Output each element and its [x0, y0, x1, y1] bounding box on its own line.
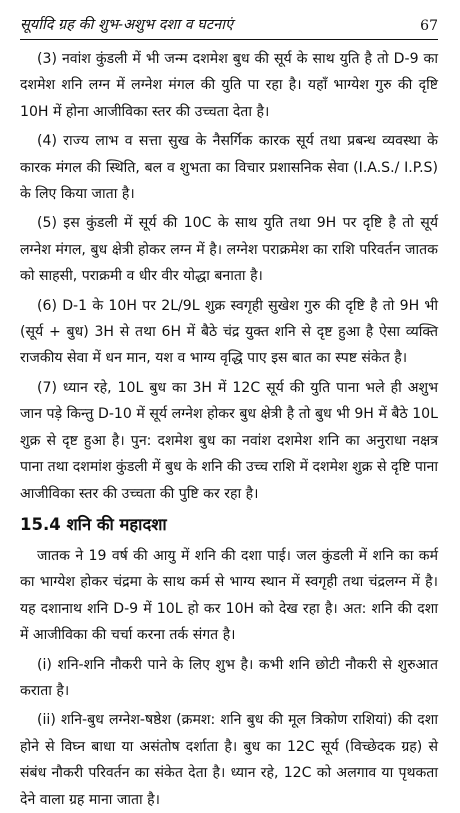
running-header: [20, 14, 438, 40]
paragraph-7: (7) ध्यान रहे, 10L बुध का 3H में 12C सूर्य की युति पाना भले ही अशुभ जान पड़े किन्तु D-10 में सूर्य लग्नेश होकर बुध क्षेत्री है तो बुध भी 9H में बैठे 10L शुक्र से दृष्ट हुआ है। पुन: दशमेश बुध का नवांश दशमेश शनि का अनुराधा नक्षत्र पाना तथा दशमांश कुंडली में बुध के शनि की उच्च राशि में दशमेश शुक्र से दृष्टि पाना आजीविका स्तर की उच्चता की पुष्टि कर रहा है।: [20, 379, 438, 502]
paragraph-6: (6) D-1 के 10H पर 2L/9L शुक्र स्वगृही सुखेश गुरु की दृष्टि है तो 9H भी (सूर्य + बुध) 3H से तथा 6H में बैठे चंद्र युक्त शनि से दृष्ट हुआ है ऐसा व्यक्ति राजकीय सेवा में धन मान, यश व भाग्य वृद्धि पाए इस बात का स्पष्ट संकेत है।: [20, 297, 438, 367]
header-title: सूर्यादि ग्रह की शुभ-अशुभ दशा व घटनाएं: [20, 17, 234, 33]
section-intro: जातक ने 19 वर्ष की आयु में शनि की दशा पाई। जल कुंडली में शनि का कर्म का भाग्येश होकर चंद्रमा के साथ कर्म से भाग्य स्थान में स्वगृही तथा चंद्रलग्न में है। यह दशानाथ शनि D-9 में 10L हो कर 10H को देख रहा है। अत: शनि की दशा में आजीविका की चर्चा करना तर्क संगत है।: [20, 547, 438, 644]
paragraph-5: (5) इस कुंडली में सूर्य की 10C के साथ युति तथा 9H पर दृष्टि है तो सूर्य लग्नेश मंगल, बुध क्षेत्री होकर लग्न में है। लग्नेश पराक्रमेश का राशि परिवर्तन जातक को साहसी, पराक्रमी व धीर वीर योद्धा बनाता है।: [20, 215, 438, 285]
section-item-1: (i) शनि-शनि नौकरी पाने के लिए शुभ है। कभी शनि छोटी नौकरी से शुरुआत कराता है।: [20, 656, 438, 699]
section-heading: 15.4 शनि की महादशा: [20, 514, 167, 534]
section-item-2: (ii) शनि-बुध लग्नेश-षष्ठेश (क्रमश: शनि बुध की मूल त्रिकोण राशियां) की दशा होने से विघ्न बाधा या असंतोष दर्शाता है। बुध का 12C सूर्य (विच्छेदक ग्रह) से संबंध नौकरी परिवर्तन का संकेत देता है। ध्यान रहे, 12C को अलगाव या पृथकता देने वाला ग्रह माना जाता है।: [20, 712, 438, 808]
page-number: 67: [420, 18, 438, 34]
paragraph-3: (3) नवांश कुंडली में भी जन्म दशमेश बुध की सूर्य के साथ युति है तो D-9 का दशमेश शनि लग्न में लग्नेश मंगल की युति पा रहा है। यहाँ भाग्येश गुरु की दृष्टि 10H में होना आजीविका स्तर की उच्चता देता है।: [20, 51, 438, 120]
paragraph-4: (4) राज्य लाभ व सत्ता सुख के नैसर्गिक कारक सूर्य तथा प्रबन्ध व्यवस्था के कारक मंगल की स्थिति, बल व शुभता का विचार प्रशासनिक सेवा (I.A.S./ I.P.S) के लिए किया जाता है।: [20, 133, 438, 203]
